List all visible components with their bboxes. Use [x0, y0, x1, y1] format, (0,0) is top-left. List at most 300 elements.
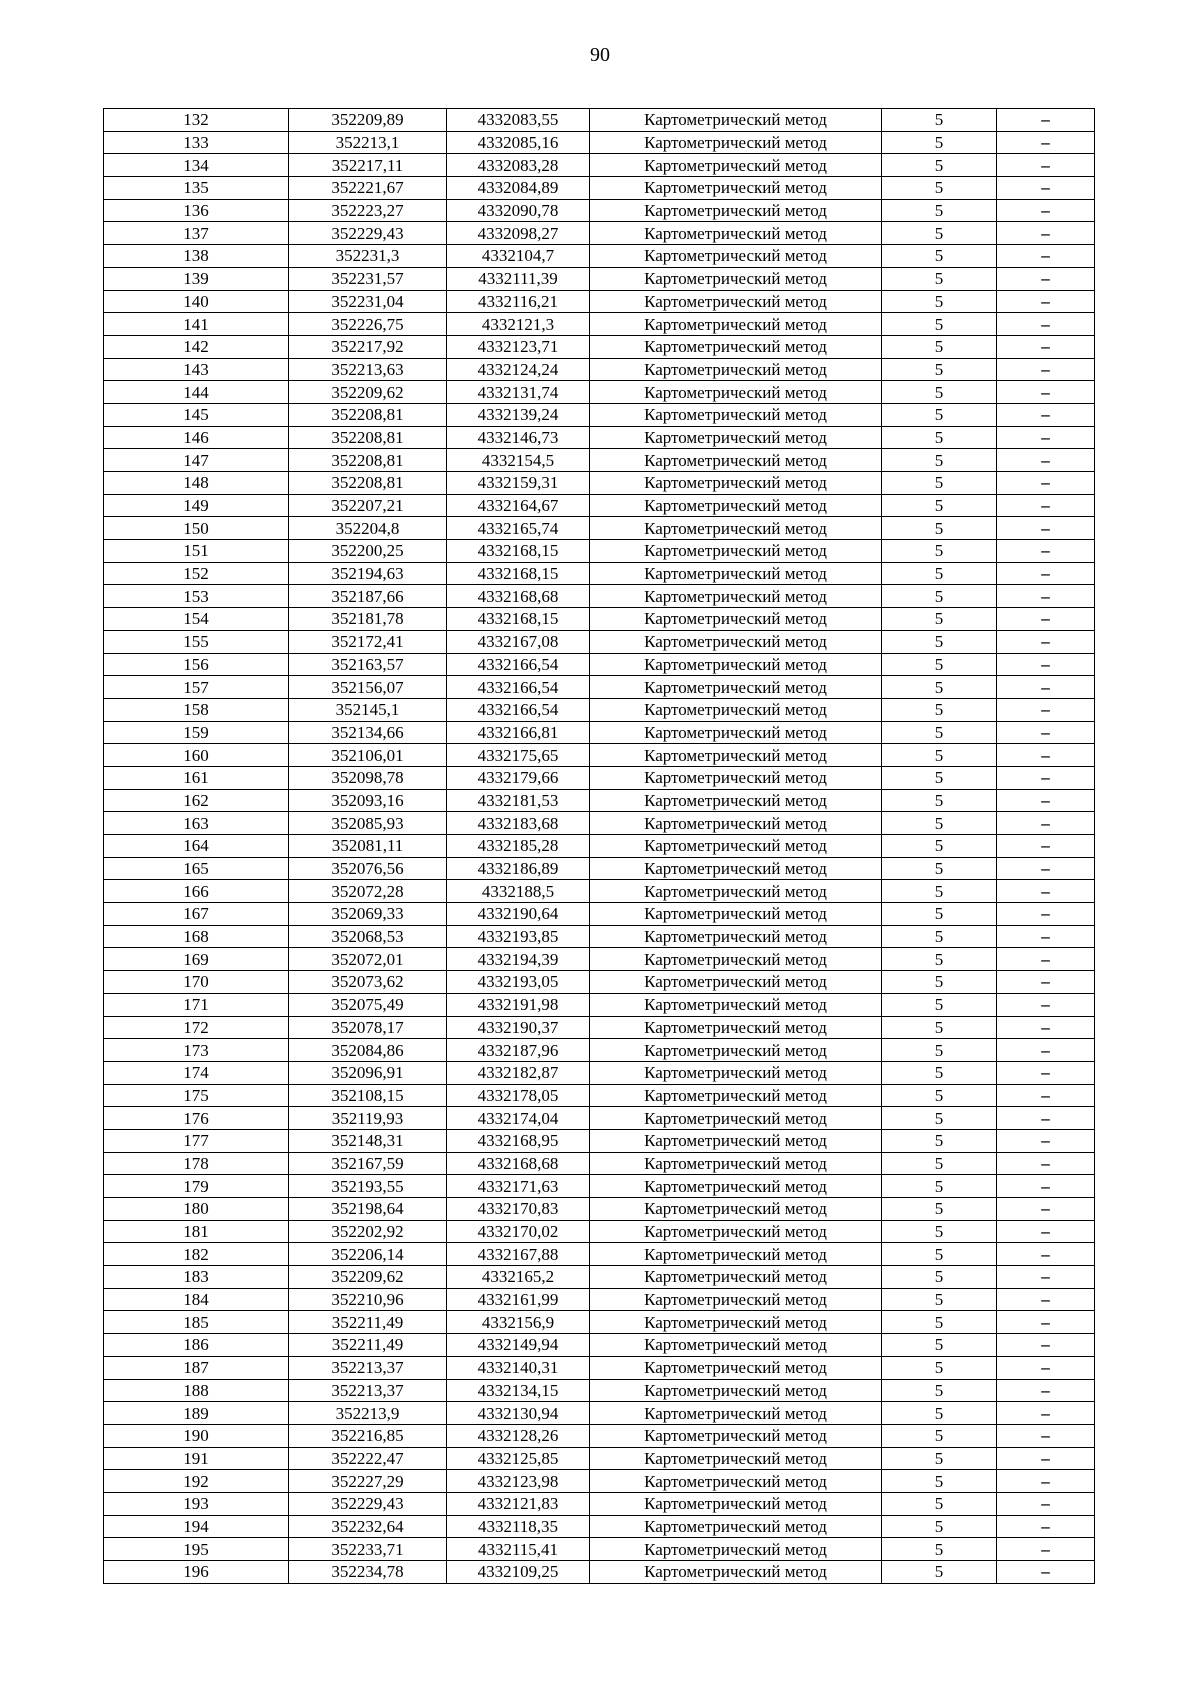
accuracy-cell: 5: [882, 857, 997, 880]
coordinates-table-body: [104, 109, 1095, 1584]
point-number-cell: 193: [104, 1492, 289, 1515]
method-cell: Картометрический метод: [590, 1492, 882, 1515]
method-cell: Картометрический метод: [590, 835, 882, 858]
accuracy-cell: 5: [882, 698, 997, 721]
y-coordinate-cell: 4332170,02: [447, 1220, 590, 1243]
x-coordinate-cell: 352206,14: [289, 1243, 447, 1266]
table-row: [104, 857, 1095, 880]
x-coordinate-cell: 352081,11: [289, 835, 447, 858]
table-row: [104, 540, 1095, 563]
x-coordinate-cell: 352209,62: [289, 381, 447, 404]
table-row: [104, 1424, 1095, 1447]
point-number-cell: 192: [104, 1470, 289, 1493]
point-number-cell: 169: [104, 948, 289, 971]
point-number-cell: 165: [104, 857, 289, 880]
description-cell: –: [997, 245, 1095, 268]
x-coordinate-cell: 352145,1: [289, 698, 447, 721]
y-coordinate-cell: 4332083,28: [447, 154, 590, 177]
description-cell: –: [997, 472, 1095, 495]
y-coordinate-cell: 4332168,15: [447, 540, 590, 563]
method-cell: Картометрический метод: [590, 948, 882, 971]
accuracy-cell: 5: [882, 335, 997, 358]
method-cell: Картометрический метод: [590, 1447, 882, 1470]
point-number-cell: 162: [104, 789, 289, 812]
description-cell: –: [997, 1198, 1095, 1221]
x-coordinate-cell: 352209,62: [289, 1266, 447, 1289]
x-coordinate-cell: 352096,91: [289, 1061, 447, 1084]
table-row: [104, 154, 1095, 177]
y-coordinate-cell: 4332123,71: [447, 335, 590, 358]
accuracy-cell: 5: [882, 313, 997, 336]
description-cell: –: [997, 1356, 1095, 1379]
accuracy-cell: 5: [882, 812, 997, 835]
x-coordinate-cell: 352076,56: [289, 857, 447, 880]
method-cell: Картометрический метод: [590, 131, 882, 154]
description-cell: –: [997, 131, 1095, 154]
method-cell: Картометрический метод: [590, 1288, 882, 1311]
method-cell: Картометрический метод: [590, 1538, 882, 1561]
description-cell: –: [997, 494, 1095, 517]
description-cell: –: [997, 109, 1095, 132]
table-row: [104, 1447, 1095, 1470]
accuracy-cell: 5: [882, 1492, 997, 1515]
table-row: [104, 925, 1095, 948]
method-cell: Картометрический метод: [590, 154, 882, 177]
accuracy-cell: 5: [882, 744, 997, 767]
x-coordinate-cell: 352187,66: [289, 585, 447, 608]
method-cell: Картометрический метод: [590, 403, 882, 426]
y-coordinate-cell: 4332171,63: [447, 1175, 590, 1198]
point-number-cell: 151: [104, 540, 289, 563]
y-coordinate-cell: 4332130,94: [447, 1402, 590, 1425]
table-row: [104, 1016, 1095, 1039]
x-coordinate-cell: 352231,57: [289, 267, 447, 290]
x-coordinate-cell: 352221,67: [289, 177, 447, 200]
point-number-cell: 172: [104, 1016, 289, 1039]
y-coordinate-cell: 4332190,37: [447, 1016, 590, 1039]
description-cell: –: [997, 925, 1095, 948]
description-cell: –: [997, 1288, 1095, 1311]
y-coordinate-cell: 4332165,74: [447, 517, 590, 540]
method-cell: Картометрический метод: [590, 540, 882, 563]
point-number-cell: 195: [104, 1538, 289, 1561]
y-coordinate-cell: 4332179,66: [447, 766, 590, 789]
method-cell: Картометрический метод: [590, 1424, 882, 1447]
accuracy-cell: 5: [882, 177, 997, 200]
table-row: [104, 1470, 1095, 1493]
table-row: [104, 1379, 1095, 1402]
x-coordinate-cell: 352075,49: [289, 993, 447, 1016]
point-number-cell: 178: [104, 1152, 289, 1175]
point-number-cell: 142: [104, 335, 289, 358]
point-number-cell: 143: [104, 358, 289, 381]
x-coordinate-cell: 352119,93: [289, 1107, 447, 1130]
method-cell: Картометрический метод: [590, 1107, 882, 1130]
description-cell: –: [997, 857, 1095, 880]
accuracy-cell: 5: [882, 1016, 997, 1039]
table-row: [104, 177, 1095, 200]
accuracy-cell: 5: [882, 721, 997, 744]
table-row: [104, 1334, 1095, 1357]
y-coordinate-cell: 4332194,39: [447, 948, 590, 971]
point-number-cell: 177: [104, 1129, 289, 1152]
accuracy-cell: 5: [882, 358, 997, 381]
point-number-cell: 137: [104, 222, 289, 245]
table-row: [104, 676, 1095, 699]
method-cell: Картометрический метод: [590, 472, 882, 495]
x-coordinate-cell: 352211,49: [289, 1334, 447, 1357]
accuracy-cell: 5: [882, 948, 997, 971]
y-coordinate-cell: 4332190,64: [447, 903, 590, 926]
accuracy-cell: 5: [882, 676, 997, 699]
point-number-cell: 175: [104, 1084, 289, 1107]
description-cell: –: [997, 653, 1095, 676]
x-coordinate-cell: 352231,04: [289, 290, 447, 313]
description-cell: –: [997, 812, 1095, 835]
table-row: [104, 789, 1095, 812]
description-cell: –: [997, 381, 1095, 404]
y-coordinate-cell: 4332083,55: [447, 109, 590, 132]
description-cell: –: [997, 426, 1095, 449]
method-cell: Картометрический метод: [590, 698, 882, 721]
description-cell: –: [997, 971, 1095, 994]
point-number-cell: 190: [104, 1424, 289, 1447]
y-coordinate-cell: 4332109,25: [447, 1561, 590, 1584]
accuracy-cell: 5: [882, 1175, 997, 1198]
x-coordinate-cell: 352232,64: [289, 1515, 447, 1538]
method-cell: Картометрический метод: [590, 925, 882, 948]
description-cell: –: [997, 1175, 1095, 1198]
point-number-cell: 148: [104, 472, 289, 495]
accuracy-cell: 5: [882, 472, 997, 495]
point-number-cell: 149: [104, 494, 289, 517]
table-row: [104, 1311, 1095, 1334]
y-coordinate-cell: 4332186,89: [447, 857, 590, 880]
y-coordinate-cell: 4332168,68: [447, 1152, 590, 1175]
accuracy-cell: 5: [882, 449, 997, 472]
point-number-cell: 155: [104, 630, 289, 653]
table-row: [104, 1515, 1095, 1538]
x-coordinate-cell: 352208,81: [289, 472, 447, 495]
table-row: [104, 1152, 1095, 1175]
description-cell: –: [997, 676, 1095, 699]
method-cell: Картометрический метод: [590, 494, 882, 517]
point-number-cell: 153: [104, 585, 289, 608]
table-row: [104, 449, 1095, 472]
method-cell: Картометрический метод: [590, 1129, 882, 1152]
table-row: [104, 245, 1095, 268]
y-coordinate-cell: 4332166,81: [447, 721, 590, 744]
table-row: [104, 1084, 1095, 1107]
point-number-cell: 164: [104, 835, 289, 858]
y-coordinate-cell: 4332166,54: [447, 698, 590, 721]
accuracy-cell: 5: [882, 608, 997, 631]
y-coordinate-cell: 4332084,89: [447, 177, 590, 200]
y-coordinate-cell: 4332166,54: [447, 653, 590, 676]
table-row: [104, 267, 1095, 290]
description-cell: –: [997, 199, 1095, 222]
x-coordinate-cell: 352134,66: [289, 721, 447, 744]
method-cell: Картометрический метод: [590, 1515, 882, 1538]
table-row: [104, 494, 1095, 517]
accuracy-cell: 5: [882, 131, 997, 154]
method-cell: Картометрический метод: [590, 630, 882, 653]
table-row: [104, 971, 1095, 994]
y-coordinate-cell: 4332168,95: [447, 1129, 590, 1152]
method-cell: Картометрический метод: [590, 1266, 882, 1289]
point-number-cell: 133: [104, 131, 289, 154]
table-row: [104, 335, 1095, 358]
y-coordinate-cell: 4332188,5: [447, 880, 590, 903]
y-coordinate-cell: 4332156,9: [447, 1311, 590, 1334]
method-cell: Картометрический метод: [590, 1152, 882, 1175]
x-coordinate-cell: 352148,31: [289, 1129, 447, 1152]
description-cell: –: [997, 267, 1095, 290]
x-coordinate-cell: 352198,64: [289, 1198, 447, 1221]
y-coordinate-cell: 4332149,94: [447, 1334, 590, 1357]
x-coordinate-cell: 352078,17: [289, 1016, 447, 1039]
accuracy-cell: 5: [882, 585, 997, 608]
method-cell: Картометрический метод: [590, 1084, 882, 1107]
description-cell: –: [997, 1129, 1095, 1152]
accuracy-cell: 5: [882, 1356, 997, 1379]
table-row: [104, 653, 1095, 676]
accuracy-cell: 5: [882, 925, 997, 948]
description-cell: –: [997, 154, 1095, 177]
point-number-cell: 196: [104, 1561, 289, 1584]
description-cell: –: [997, 1266, 1095, 1289]
x-coordinate-cell: 352223,27: [289, 199, 447, 222]
y-coordinate-cell: 4332121,3: [447, 313, 590, 336]
y-coordinate-cell: 4332116,21: [447, 290, 590, 313]
point-number-cell: 187: [104, 1356, 289, 1379]
method-cell: Картометрический метод: [590, 1561, 882, 1584]
method-cell: Картометрический метод: [590, 721, 882, 744]
y-coordinate-cell: 4332125,85: [447, 1447, 590, 1470]
accuracy-cell: 5: [882, 1288, 997, 1311]
table-row: [104, 313, 1095, 336]
table-row: [104, 585, 1095, 608]
y-coordinate-cell: 4332154,5: [447, 449, 590, 472]
method-cell: Картометрический метод: [590, 789, 882, 812]
y-coordinate-cell: 4332187,96: [447, 1039, 590, 1062]
accuracy-cell: 5: [882, 1152, 997, 1175]
coordinates-table: [103, 108, 1095, 1584]
y-coordinate-cell: 4332115,41: [447, 1538, 590, 1561]
table-row: [104, 131, 1095, 154]
x-coordinate-cell: 352193,55: [289, 1175, 447, 1198]
point-number-cell: 135: [104, 177, 289, 200]
accuracy-cell: 5: [882, 1266, 997, 1289]
y-coordinate-cell: 4332140,31: [447, 1356, 590, 1379]
accuracy-cell: 5: [882, 789, 997, 812]
accuracy-cell: 5: [882, 1402, 997, 1425]
accuracy-cell: 5: [882, 1538, 997, 1561]
method-cell: Картометрический метод: [590, 1334, 882, 1357]
table-row: [104, 1061, 1095, 1084]
accuracy-cell: 5: [882, 1084, 997, 1107]
point-number-cell: 163: [104, 812, 289, 835]
y-coordinate-cell: 4332146,73: [447, 426, 590, 449]
description-cell: –: [997, 1243, 1095, 1266]
table-row: [104, 1175, 1095, 1198]
x-coordinate-cell: 352085,93: [289, 812, 447, 835]
y-coordinate-cell: 4332175,65: [447, 744, 590, 767]
description-cell: –: [997, 335, 1095, 358]
accuracy-cell: 5: [882, 835, 997, 858]
x-coordinate-cell: 352093,16: [289, 789, 447, 812]
y-coordinate-cell: 4332193,05: [447, 971, 590, 994]
description-cell: –: [997, 721, 1095, 744]
accuracy-cell: 5: [882, 154, 997, 177]
x-coordinate-cell: 352072,01: [289, 948, 447, 971]
accuracy-cell: 5: [882, 1198, 997, 1221]
x-coordinate-cell: 352213,63: [289, 358, 447, 381]
page-number: 90: [590, 44, 610, 66]
y-coordinate-cell: 4332111,39: [447, 267, 590, 290]
y-coordinate-cell: 4332178,05: [447, 1084, 590, 1107]
method-cell: Картометрический метод: [590, 1061, 882, 1084]
point-number-cell: 173: [104, 1039, 289, 1062]
y-coordinate-cell: 4332090,78: [447, 199, 590, 222]
method-cell: Картометрический метод: [590, 109, 882, 132]
description-cell: –: [997, 789, 1095, 812]
point-number-cell: 145: [104, 403, 289, 426]
description-cell: –: [997, 1424, 1095, 1447]
method-cell: Картометрический метод: [590, 1016, 882, 1039]
table-row: [104, 199, 1095, 222]
x-coordinate-cell: 352233,71: [289, 1538, 447, 1561]
accuracy-cell: 5: [882, 426, 997, 449]
accuracy-cell: 5: [882, 1039, 997, 1062]
x-coordinate-cell: 352213,9: [289, 1402, 447, 1425]
x-coordinate-cell: 352106,01: [289, 744, 447, 767]
accuracy-cell: 5: [882, 267, 997, 290]
description-cell: –: [997, 1492, 1095, 1515]
table-row: [104, 1538, 1095, 1561]
x-coordinate-cell: 352156,07: [289, 676, 447, 699]
x-coordinate-cell: 352234,78: [289, 1561, 447, 1584]
accuracy-cell: 5: [882, 290, 997, 313]
method-cell: Картометрический метод: [590, 358, 882, 381]
description-cell: –: [997, 1515, 1095, 1538]
point-number-cell: 158: [104, 698, 289, 721]
point-number-cell: 170: [104, 971, 289, 994]
table-row: [104, 721, 1095, 744]
y-coordinate-cell: 4332166,54: [447, 676, 590, 699]
x-coordinate-cell: 352163,57: [289, 653, 447, 676]
point-number-cell: 161: [104, 766, 289, 789]
y-coordinate-cell: 4332128,26: [447, 1424, 590, 1447]
table-row: [104, 1402, 1095, 1425]
accuracy-cell: 5: [882, 222, 997, 245]
x-coordinate-cell: 352208,81: [289, 449, 447, 472]
method-cell: Картометрический метод: [590, 449, 882, 472]
method-cell: Картометрический метод: [590, 608, 882, 631]
description-cell: –: [997, 1061, 1095, 1084]
x-coordinate-cell: 352108,15: [289, 1084, 447, 1107]
method-cell: Картометрический метод: [590, 1379, 882, 1402]
accuracy-cell: 5: [882, 1470, 997, 1493]
x-coordinate-cell: 352207,21: [289, 494, 447, 517]
table-row: [104, 1220, 1095, 1243]
accuracy-cell: 5: [882, 1061, 997, 1084]
accuracy-cell: 5: [882, 540, 997, 563]
accuracy-cell: 5: [882, 1107, 997, 1130]
accuracy-cell: 5: [882, 199, 997, 222]
description-cell: –: [997, 585, 1095, 608]
method-cell: Картометрический метод: [590, 290, 882, 313]
x-coordinate-cell: 352227,29: [289, 1470, 447, 1493]
description-cell: –: [997, 608, 1095, 631]
accuracy-cell: 5: [882, 517, 997, 540]
description-cell: –: [997, 290, 1095, 313]
x-coordinate-cell: 352072,28: [289, 880, 447, 903]
method-cell: Картометрический метод: [590, 1198, 882, 1221]
method-cell: Картометрический метод: [590, 653, 882, 676]
point-number-cell: 166: [104, 880, 289, 903]
x-coordinate-cell: 352213,37: [289, 1356, 447, 1379]
method-cell: Картометрический метод: [590, 812, 882, 835]
accuracy-cell: 5: [882, 1129, 997, 1152]
y-coordinate-cell: 4332168,15: [447, 562, 590, 585]
description-cell: –: [997, 1107, 1095, 1130]
accuracy-cell: 5: [882, 653, 997, 676]
table-row: [104, 517, 1095, 540]
table-row: [104, 1492, 1095, 1515]
point-number-cell: 183: [104, 1266, 289, 1289]
description-cell: –: [997, 1220, 1095, 1243]
y-coordinate-cell: 4332164,67: [447, 494, 590, 517]
accuracy-cell: 5: [882, 971, 997, 994]
point-number-cell: 194: [104, 1515, 289, 1538]
point-number-cell: 139: [104, 267, 289, 290]
method-cell: Картометрический метод: [590, 245, 882, 268]
table-row: [104, 358, 1095, 381]
method-cell: Картометрический метод: [590, 313, 882, 336]
point-number-cell: 191: [104, 1447, 289, 1470]
x-coordinate-cell: 352073,62: [289, 971, 447, 994]
table-row: [104, 1107, 1095, 1130]
method-cell: Картометрический метод: [590, 1175, 882, 1198]
accuracy-cell: 5: [882, 630, 997, 653]
accuracy-cell: 5: [882, 1379, 997, 1402]
method-cell: Картометрический метод: [590, 971, 882, 994]
method-cell: Картометрический метод: [590, 1402, 882, 1425]
x-coordinate-cell: 352208,81: [289, 403, 447, 426]
table-row: [104, 426, 1095, 449]
description-cell: –: [997, 1039, 1095, 1062]
x-coordinate-cell: 352098,78: [289, 766, 447, 789]
y-coordinate-cell: 4332191,98: [447, 993, 590, 1016]
method-cell: Картометрический метод: [590, 381, 882, 404]
x-coordinate-cell: 352181,78: [289, 608, 447, 631]
accuracy-cell: 5: [882, 1334, 997, 1357]
method-cell: Картометрический метод: [590, 1470, 882, 1493]
x-coordinate-cell: 352231,3: [289, 245, 447, 268]
point-number-cell: 186: [104, 1334, 289, 1357]
x-coordinate-cell: 352213,37: [289, 1379, 447, 1402]
x-coordinate-cell: 352200,25: [289, 540, 447, 563]
y-coordinate-cell: 4332121,83: [447, 1492, 590, 1515]
point-number-cell: 138: [104, 245, 289, 268]
method-cell: Картометрический метод: [590, 222, 882, 245]
accuracy-cell: 5: [882, 494, 997, 517]
table-row: [104, 766, 1095, 789]
y-coordinate-cell: 4332118,35: [447, 1515, 590, 1538]
table-row: [104, 1039, 1095, 1062]
table-row: [104, 1561, 1095, 1584]
